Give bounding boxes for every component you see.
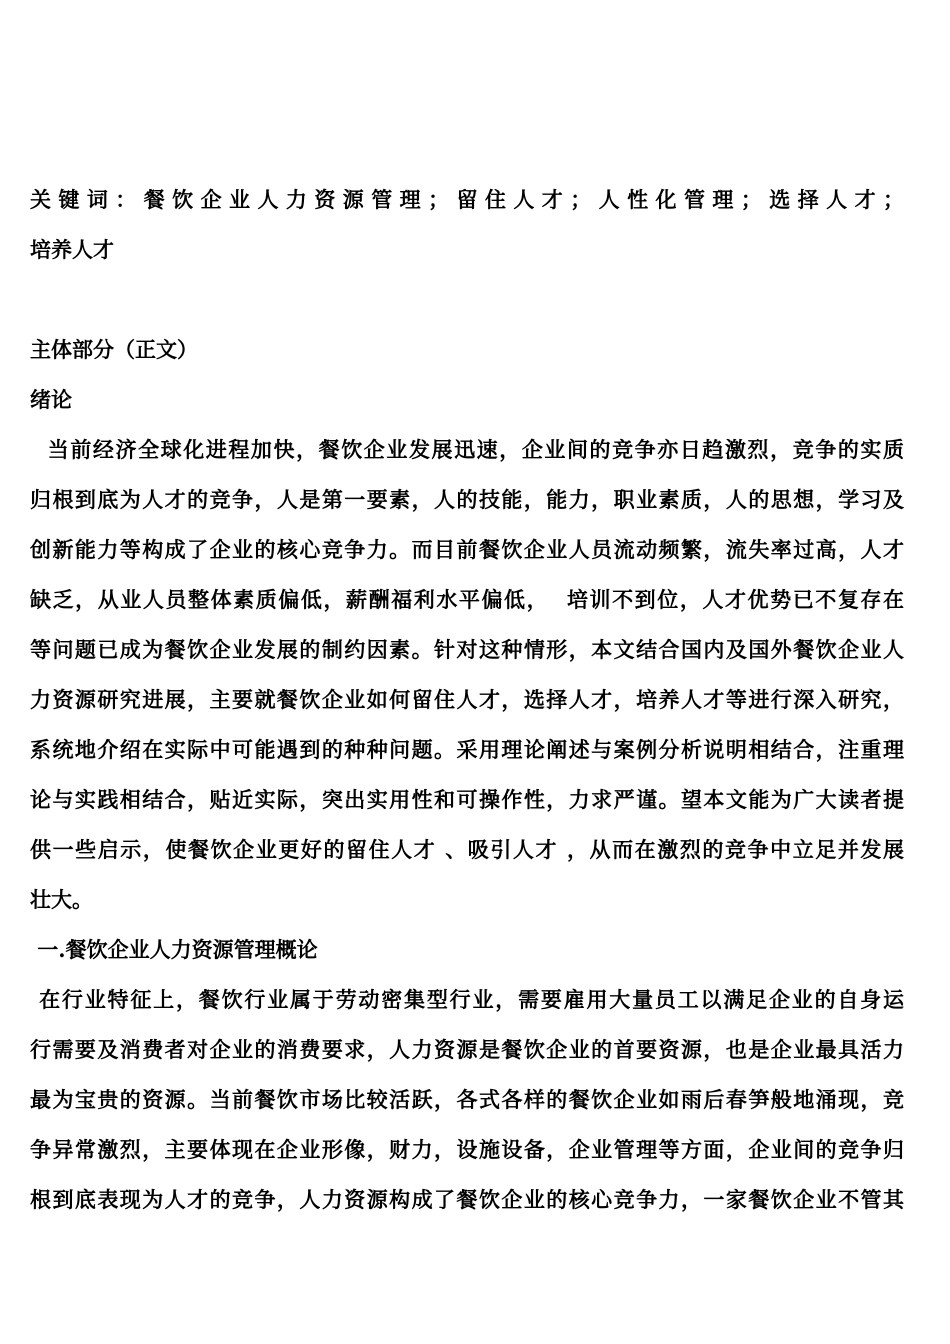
intro-line: 系统地介绍在实际中可能遇到的种种问题。采用理论阐述与案例分析说明相结合，注重理: [30, 737, 904, 762]
intro-line: 当前经济全球化进程加快，餐饮企业发展迅速，企业间的竞争亦日趋激烈，竞争的实质: [30, 437, 904, 462]
section1-line: 行需要及消费者对企业的消费要求，人力资源是餐饮企业的首要资源，也是企业最具活力: [30, 1037, 904, 1062]
section1-line: 最为宝贵的资源。当前餐饮市场比较活跃，各式各样的餐饮企业如雨后春笋般地涌现，竞: [30, 1087, 904, 1112]
body-heading: 主体部分（正文）: [30, 337, 198, 362]
keywords-line-2: 培养人才: [30, 237, 114, 262]
intro-line: 缺乏，从业人员整体素质偏低，薪酬福利水平偏低， 培训不到位，人才优势已不复存在: [30, 587, 904, 612]
intro-line: 壮大。: [30, 887, 93, 912]
intro-line: 供一些启示，使餐饮企业更好的留住人才 、吸引人才 ，从而在激烈的竞争中立足并发展: [30, 837, 904, 862]
intro-line: 归根到底为人才的竞争，人是第一要素，人的技能，能力，职业素质，人的思想，学习及: [30, 487, 904, 512]
intro-line: 力资源研究进展，主要就餐饮企业如何留住人才，选择人才，培养人才等进行深入研究，: [30, 687, 904, 712]
intro-heading: 绪论: [30, 387, 72, 412]
intro-line: 创新能力等构成了企业的核心竞争力。而目前餐饮企业人员流动频繁，流失率过高，人才: [30, 537, 904, 562]
keywords-line-1: 关键词：餐饮企业人力资源管理；留住人才；人性化管理；选择人才；: [30, 187, 904, 212]
section1-line: 争异常激烈，主要体现在企业形像，财力，设施设备，企业管理等方面，企业间的竞争归: [30, 1137, 904, 1162]
intro-line: 等问题已成为餐饮企业发展的制约因素。针对这种情形，本文结合国内及国外餐饮企业人: [30, 637, 904, 662]
section1-line: 根到底表现为人才的竞争，人力资源构成了餐饮企业的核心竞争力，一家餐饮企业不管其: [30, 1187, 904, 1212]
intro-line: 论与实践相结合，贴近实际，突出实用性和可操作性，力求严谨。望本文能为广大读者提: [30, 787, 904, 812]
section1-line: 在行业特征上，餐饮行业属于劳动密集型行业，需要雇用大量员工以满足企业的自身运: [30, 987, 904, 1012]
section1-heading: 一.餐饮企业人力资源管理概论: [30, 937, 318, 962]
